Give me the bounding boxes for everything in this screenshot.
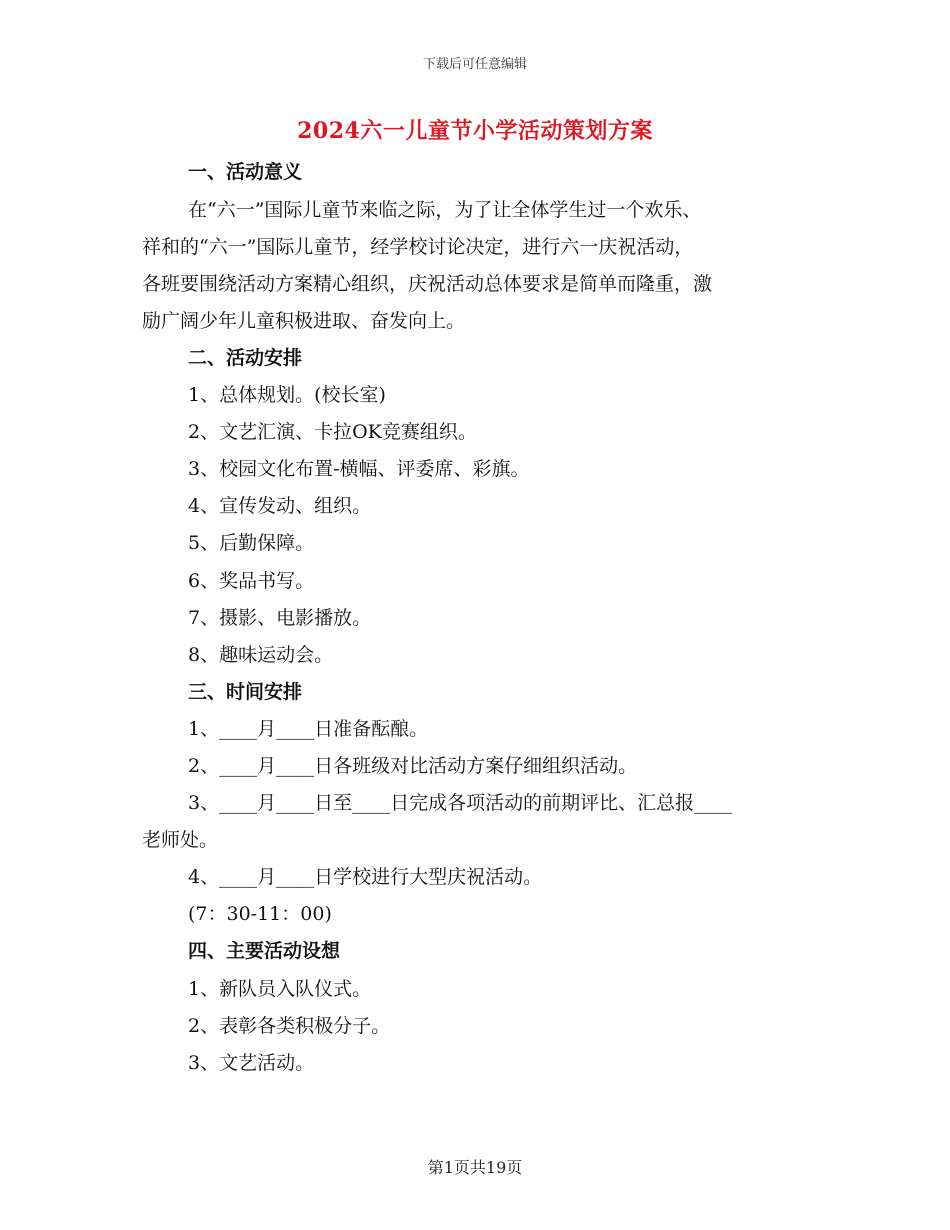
list-item: 2、文艺汇演、卡拉OK竞赛组织。 <box>188 421 477 443</box>
list-item: 5、后勤保障。 <box>188 532 315 554</box>
document-title: 2024六一儿童节小学活动策划方案 <box>297 118 653 144</box>
page-header-note: 下载后可任意编辑 <box>422 57 527 72</box>
list-item: 1、新队员入队仪式。 <box>188 978 372 1000</box>
paragraph-line: 励广阔少年儿童积极进取、奋发向上。 <box>142 310 466 332</box>
section-heading: 四、主要活动设想 <box>188 940 341 962</box>
paragraph-line: 在“六一”国际儿童节来临之际，为了让全体学生过一个欢乐、 <box>188 199 702 221</box>
paragraph-line: 祥和的“六一”国际儿童节，经学校讨论决定，进行六一庆祝活动， <box>142 236 694 258</box>
list-item: 4、宣传发动、组织。 <box>188 495 372 517</box>
section-heading: 三、时间安排 <box>188 681 303 703</box>
list-item: 8、趣味运动会。 <box>188 644 334 666</box>
section-heading: 一、活动意义 <box>188 161 303 183</box>
list-item: 1、总体规划。(校长室) <box>188 384 386 406</box>
list-item-continuation: 老师处。 <box>142 829 219 851</box>
list-item: 2、表彰各类积极分子。 <box>188 1015 391 1037</box>
list-item: 7、摄影、电影播放。 <box>188 607 372 629</box>
list-item: 6、奖品书写。 <box>188 570 315 592</box>
list-item: 3、校园文化布置-横幅、评委席、彩旗。 <box>188 458 530 480</box>
list-item: 4、____月____日学校进行大型庆祝活动。 <box>188 866 543 888</box>
paragraph-line: 各班要围绕活动方案精心组织，庆祝活动总体要求是简单而隆重，激 <box>142 273 713 295</box>
section-heading: 二、活动安排 <box>188 347 303 369</box>
list-item: 2、____月____日各班级对比活动方案仔细组织活动。 <box>188 755 638 777</box>
list-item: 3、文艺活动。 <box>188 1052 315 1074</box>
list-item: 3、____月____日至____日完成各项活动的前期评比、汇总报____ <box>188 792 733 814</box>
page-number: 第1页共19页 <box>427 1158 523 1177</box>
list-item: 1、____月____日准备酝酿。 <box>188 718 429 740</box>
time-note: (7：30-11：00) <box>188 903 332 925</box>
